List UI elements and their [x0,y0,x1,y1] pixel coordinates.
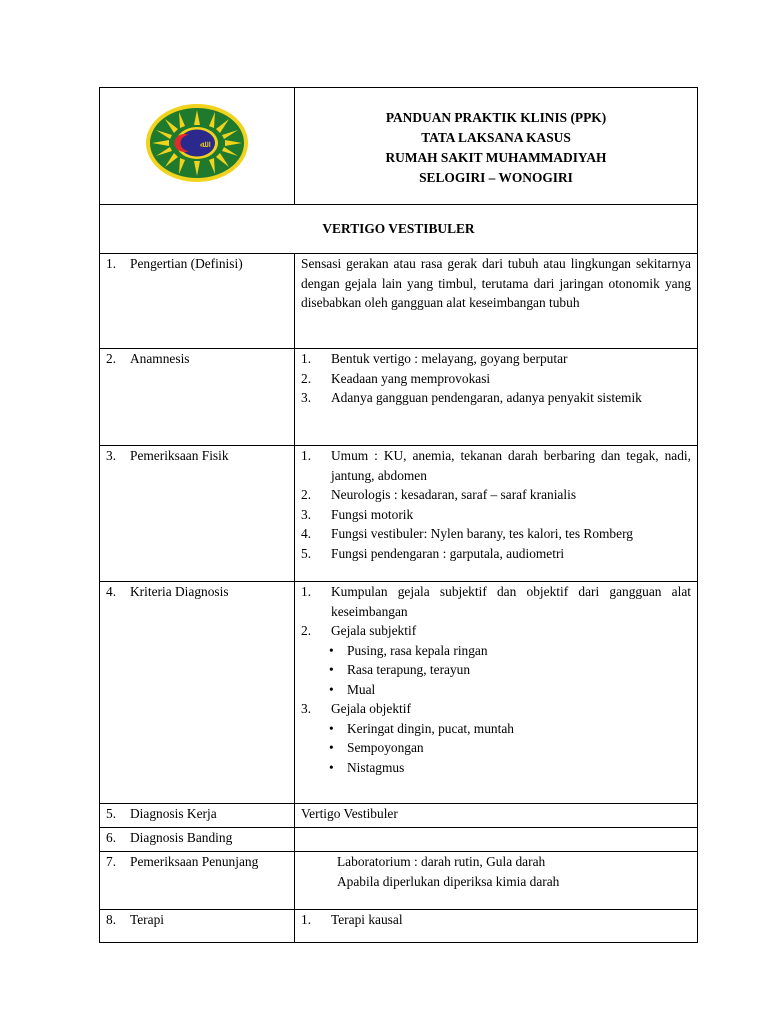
row-label: Pengertian (Definisi) [130,256,243,271]
row-value-cell [295,910,698,943]
ppk-table [99,87,698,943]
row-label-cell [100,446,295,582]
row-number: 5. [106,806,117,821]
row-label: Diagnosis Banding [130,830,233,845]
row-value-cell [295,852,698,910]
penunjang-line: Laboratorium : darah rutin, Gula darah [337,854,546,869]
row-label-cell [100,582,295,804]
header-line-4: SELOGIRI – WONOGIRI [419,170,573,185]
row-value-cell [295,349,698,446]
svg-text:ﷲ: ﷲ [200,140,206,151]
row-diagnosis-kerja [100,804,698,828]
row-label: Terapi [130,912,165,927]
row-number: 8. [106,912,117,927]
list-item: 1. Umum : KU, anemia, tekanan darah berbaring dan tegak, nadi, jantung, abdomen [301,448,691,483]
row-kriteria-diagnosis [100,582,698,804]
numbered-list [301,582,691,641]
row-value-cell [295,254,698,349]
row-number: 6. [106,830,117,845]
row-label: Diagnosis Kerja [130,806,217,821]
row-pemeriksaan-fisik [100,446,698,582]
header-line-1: PANDUAN PRAKTIK KLINIS (PPK) [385,110,607,125]
row-label-cell [100,910,295,943]
numbered-list [301,910,691,930]
row-diagnosis-banding [100,828,698,852]
logo-cell [100,88,295,205]
row-anamnesis [100,349,698,446]
bullet-item: • Nistagmus [329,759,405,775]
bullet-item: • Keringat dingin, pucat, muntah [329,720,514,736]
row-number: 2. [106,351,117,366]
list-item: 1. Bentuk vertigo : melayang, goyang berputar [301,351,568,366]
header-title-cell [295,88,698,205]
row-label-cell [100,804,295,828]
row-value-cell [295,446,698,582]
row-value-cell: Vertigo Vestibuler [295,804,698,828]
numbered-list [301,349,691,408]
bullet-item: • Sempoyongan [329,740,424,755]
list-item: 1. Kumpulan gejala subjektif dan objektif dari gangguan alat keseimbangan [301,584,691,619]
header-line-2: TATA LAKSANA KASUS [421,130,571,145]
document-title: VERTIGO VESTIBULER [100,205,698,254]
row-label-cell [100,828,295,852]
row-pemeriksaan-penunjang [100,852,698,910]
list-item: 1. Terapi kausal [301,912,403,927]
row-label-cell [100,349,295,446]
row-terapi [100,910,698,943]
header-line-3: RUMAH SAKIT MUHAMMADIYAH [385,150,607,165]
list-item: 3. Gejala objektif [301,701,411,716]
penunjang-line: Apabila diperlukan diperiksa kimia darah [337,873,560,889]
list-item: 5. Fungsi pendengaran : garputala, audiometri [301,545,565,561]
muhammadiyah-logo-icon [145,103,249,183]
row-number: 7. [106,854,117,869]
row-definisi [100,254,698,349]
bullet-item: • Rasa terapung, terayun [329,662,471,677]
header-row [100,88,698,205]
bullet-item: • Pusing, rasa kepala ringan [329,642,488,658]
bullet-list-objektif [301,719,691,778]
list-item: 2. Keadaan yang memprovokasi [301,370,491,386]
row-label: Anamnesis [130,351,190,366]
bullet-list-subjektif [301,641,691,700]
list-item: 3. Adanya gangguan pendengaran, adanya penyakit sistemik [301,390,642,405]
row-number: 4. [106,584,117,599]
row-label: Kriteria Diagnosis [130,584,229,599]
list-item: 2. Gejala subjektif [301,623,417,638]
title-row [100,205,698,254]
row-label-cell [100,254,295,349]
row-number: 3. [106,448,117,463]
row-label: Pemeriksaan Penunjang [130,854,259,869]
numbered-list [301,699,691,719]
row-value-cell [295,582,698,804]
row-number: 1. [106,256,117,271]
list-item: 2. Neurologis : kesadaran, saraf – saraf kranialis [301,487,577,502]
list-item: 4. Fungsi vestibuler: Nylen barany, tes kalori, tes Romberg [301,526,633,541]
ppk-document [99,87,697,943]
row-label-cell [100,852,295,910]
definition-text: Sensasi gerakan atau rasa gerak dari tubuh atau lingkungan sekitarnya dengan gejala lain yang timbul, terutama dari jaringan otonomik yang disebabkan oleh gangguan alat keseimbangan tubuh [301,256,691,310]
row-label: Pemeriksaan Fisik [130,448,229,463]
list-item: 3. Fungsi motorik [301,506,414,522]
numbered-list [301,446,691,563]
row-value-cell [295,828,698,852]
bullet-item: • Mual [329,681,376,697]
